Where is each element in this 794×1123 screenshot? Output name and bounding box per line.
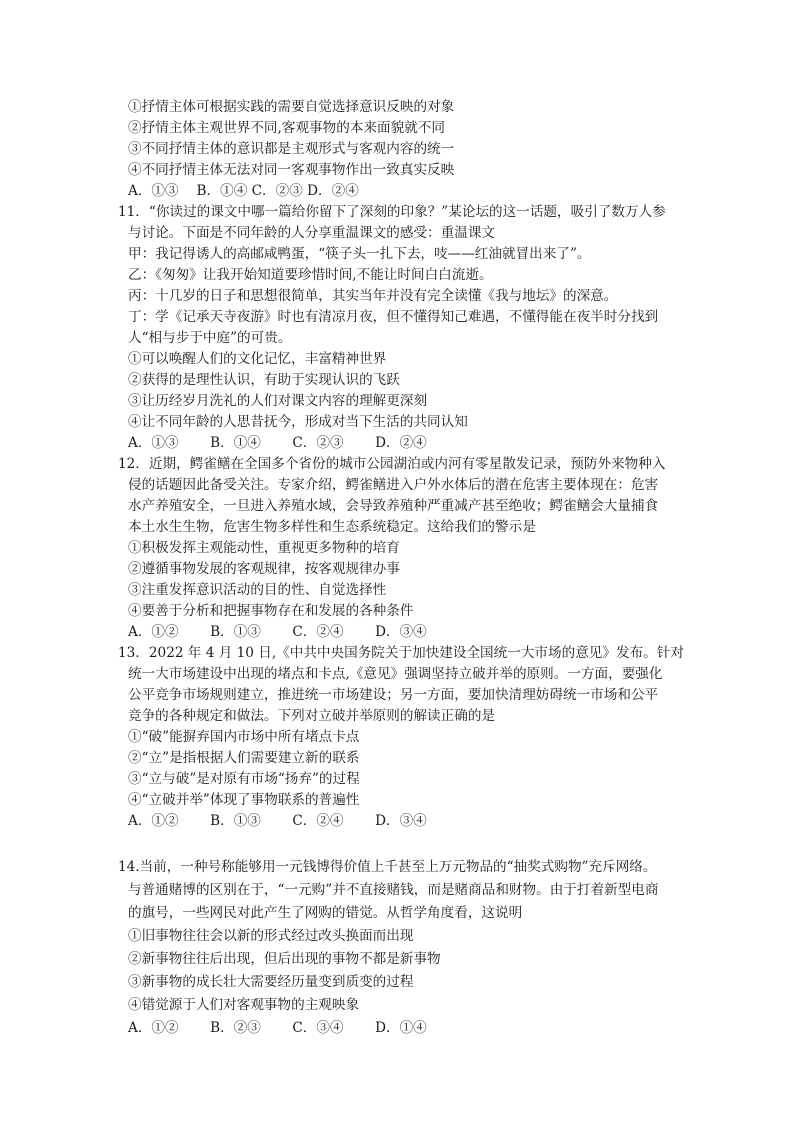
question-stem-line: 人“相与步于中庭”的可贵。 <box>128 330 292 346</box>
question-stem-line: 12．近期，鳄雀鳝在全国多个省份的城市公园湖泊或内河有零星散发记录，预防外来物种入 <box>118 456 666 472</box>
option-line: ③让历经岁月洗礼的人们对课文内容的理解更深刻 <box>128 393 428 409</box>
answer-choices: A．①③ B．①④ C．②③ D．②④ <box>128 435 427 451</box>
question-stem-line: 丙：十几岁的日子和思想很简单，其实当年并没有完全读懂《我与地坛》的深意。 <box>128 288 618 304</box>
question-stem-line: 的旗号，一些网民对此产生了网购的错觉。从哲学角度看，这说明 <box>128 905 523 921</box>
answer-choices: A．①② B．①③ C．②④ D．③④ <box>128 813 427 829</box>
option-line: ④错觉源于人们对客观事物的主观映象 <box>128 997 360 1013</box>
question-stem-line: 丁：学《记承天寺夜游》时也有清凉月夜，但不懂得知己难遇，不懂得能在夜半时分找到 <box>128 309 659 325</box>
question-stem-line: 甲：我记得诱人的高邮咸鸭蛋，“筷子头一扎下去，吱——红油就冒出来了”。 <box>128 246 591 262</box>
option-line: ①“破”能摒弃国内市场中所有堵点卡点 <box>128 729 360 745</box>
option-line: ②“立”是指根据人们需要建立新的联系 <box>128 750 360 766</box>
question-stem-line: 本土水生生物，危害生物多样性和生态系统稳定。这给我们的警示是 <box>128 519 536 535</box>
option-line: ①旧事物往往会以新的形式经过改头换面而出现 <box>128 928 414 944</box>
option-line: ②新事物往往后出现，但后出现的事物不都是新事物 <box>128 951 441 967</box>
option-line: ③新事物的成长壮大需要经历量变到质变的过程 <box>128 974 414 990</box>
option-line: ①抒情主体可根据实践的需要自觉选择意识反映的对象 <box>128 99 455 115</box>
option-line: ④要善于分析和把握事物存在和发展的各种条件 <box>128 603 414 619</box>
question-stem-line: 与普通赌博的区别在于，“一元购”并不直接赌钱，而是赌商品和财物。由于打着新型电商 <box>128 882 659 898</box>
question-stem-line: 14.当前，一种号称能够用一元钱博得价值上千甚至上万元物品的“抽奖式购物”充斥网络。 <box>118 859 657 875</box>
question-stem-line: 与讨论。下面是不同年龄的人分享重温课文的感受：重温课文 <box>128 225 496 241</box>
option-line: ②获得的是理性认识，有助于实现认识的飞跃 <box>128 372 400 388</box>
answer-choices: A．①② B．②③ C．③④ D．①④ <box>128 1020 427 1036</box>
question-stem-line: 13．2022 年 4 月 10 日,《中共中央国务院关于加快建设全国统一大市场的意见》发布。针对 <box>118 645 684 661</box>
question-stem-line: 统一大市场建设中出现的堵点和卡点,《意见》强调坚持立破并举的原则。一方面，要强化 <box>128 666 663 682</box>
answer-choices: A．①③ B．①④ C．②③ D．②④ <box>128 183 359 199</box>
option-line: ④“立破并举”体现了事物联系的普遍性 <box>128 792 360 808</box>
option-line: ①积极发挥主观能动性，重视更多物种的培育 <box>128 540 400 556</box>
question-stem-line: 11．“你读过的课文中哪一篇给你留下了深刻的印象？”某论坛的这一话题，吸引了数万人参 <box>118 204 666 220</box>
answer-choices: A．①② B．①③ C．②④ D．③④ <box>128 624 427 640</box>
option-line: ②抒情主体主观世界不同,客观事物的本来面貌就不同 <box>128 120 445 136</box>
option-line: ④让不同年龄的人思昔抚今，形成对当下生活的共同认知 <box>128 414 468 430</box>
option-line: ③“立与破”是对原有市场“扬弃”的过程 <box>128 771 360 787</box>
option-line: ④不同抒情主体无法对同一客观事物作出一致真实反映 <box>128 162 455 178</box>
option-line: ②遵循事物发展的客观规律，按客观规律办事 <box>128 561 400 577</box>
question-stem-line: 竞争的各种规定和做法。下列对立破并举原则的解读正确的是 <box>128 708 496 724</box>
question-stem-line: 水产养殖安全，一旦进入养殖水域，会导致养殖种严重减产甚至绝收；鳄雀鳝会大量捕食 <box>128 498 659 514</box>
option-line: ③注重发挥意识活动的目的性、自觉选择性 <box>128 582 387 598</box>
question-stem-line: 公平竞争市场规则建立，推进统一市场建设；另一方面，要加快清理妨碍统一市场和公平 <box>128 687 659 703</box>
option-line: ①可以唤醒人们的文化记忆，丰富精神世界 <box>128 351 387 367</box>
question-stem-line: 乙：《匆匆》让我开始知道要珍惜时间,不能让时间白白流逝。 <box>128 267 493 283</box>
option-line: ③不同抒情主体的意识都是主观形式与客观内容的统一 <box>128 141 455 157</box>
question-stem-line: 侵的话题因此备受关注。专家介绍，鳄雀鳝进入户外水体后的潜在危害主要体现在：危害 <box>128 477 659 493</box>
